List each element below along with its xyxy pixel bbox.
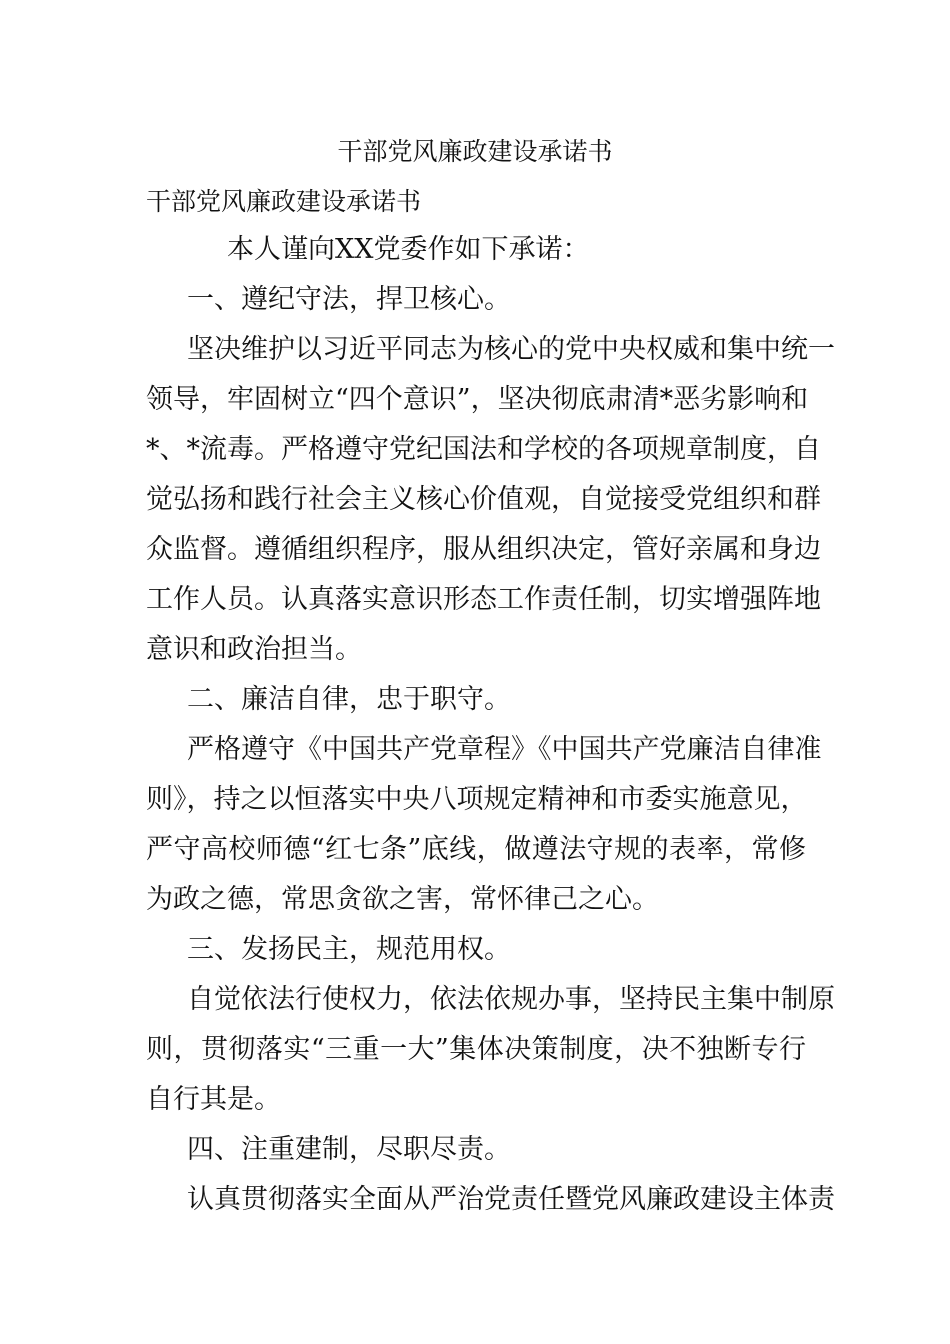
paragraph-line: 为政之德，常思贪欲之害，常怀律己之心。 — [146, 884, 659, 915]
section-heading: 一、遵纪守法，捍卫核心。 — [187, 284, 511, 315]
document-title: 干部党风廉政建设承诺书 — [337, 137, 613, 166]
paragraph-line: 则，贯彻落实“三重一大”集体决策制度，决不独断专行 — [146, 1034, 806, 1065]
paragraph-line: 领导，牢固树立“四个意识”，坚决彻底肃清*恶劣影响和 — [146, 384, 809, 415]
section-heading: 二、廉洁自律，忠于职守。 — [187, 684, 511, 715]
paragraph-line: *、*流毒。严格遵守党纪国法和学校的各项规章制度，自 — [146, 434, 821, 465]
document-subtitle: 干部党风廉政建设承诺书 — [146, 187, 422, 216]
paragraph-line: 众监督。遵循组织程序，服从组织决定，管好亲属和身边 — [146, 534, 821, 565]
paragraph-line: 则》，持之以恒落实中央八项规定精神和市委实施意见， — [146, 784, 808, 815]
paragraph-line: 自觉依法行使权力，依法依规办事，坚持民主集中制原 — [187, 984, 835, 1015]
paragraph-line: 觉弘扬和践行社会主义核心价值观，自觉接受党组织和群 — [146, 484, 821, 515]
section-heading: 三、发扬民主，规范用权。 — [187, 934, 511, 965]
paragraph-line: 意识和政治担当。 — [146, 634, 362, 665]
intro-line: 本人谨向XX党委作如下承诺： — [227, 234, 590, 265]
paragraph-line: 严守高校师德“红七条”底线，做遵法守规的表率，常修 — [146, 834, 806, 865]
paragraph-line: 工作人员。认真落实意识形态工作责任制，切实增强阵地 — [146, 584, 821, 615]
paragraph-line: 自行其是。 — [146, 1084, 281, 1115]
section-heading: 四、注重建制，尽职尽责。 — [187, 1134, 511, 1165]
paragraph-line: 严格遵守《中国共产党章程》《中国共产党廉洁自律准 — [187, 734, 822, 765]
paragraph-line: 认真贯彻落实全面从严治党责任暨党风廉政建设主体责 — [187, 1184, 835, 1215]
paragraph-line: 坚决维护以习近平同志为核心的党中央权威和集中统一 — [187, 334, 835, 365]
